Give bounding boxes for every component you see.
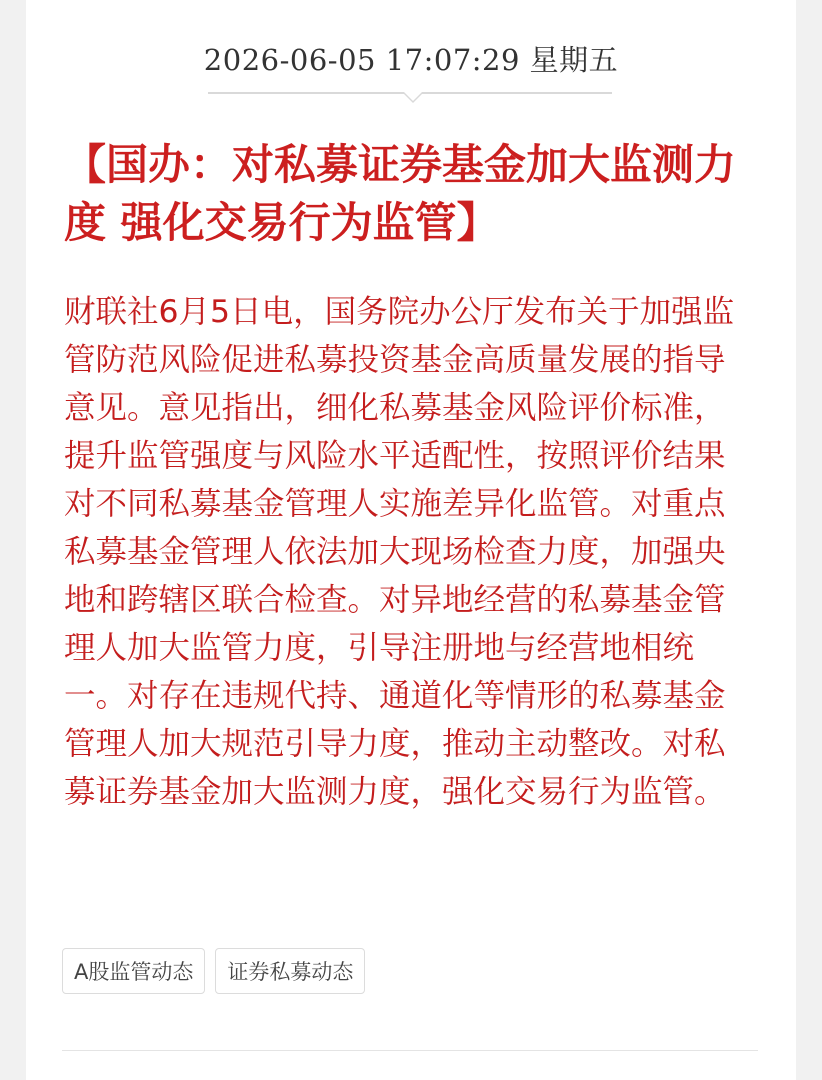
article-body: 财联社6月5日电，国务院办公厅发布关于加强监管防范风险促进私募投资基金高质量发展的指导意见。意见指出，细化私募基金风险评价标准，提升监管强度与风险水平适配性，按照评价结果对不同私募基金管理人实施差异化监管。对重点私募基金管理人依法加大现场检查力度，加强央地和跨辖区联合检查。对异地经营的私募基金管理人加大监管力度，引导注册地与经营地相统一。对存在违规代持、通道化等情形的私募基金管理人加大规范引导力度，推动主动整改。对私募证券基金加大监测力度，强化交易行为监管。	[64, 294, 735, 810]
article-headline: 【国办：对私募证券基金加大监测力度 强化交易行为监管】	[64, 140, 737, 247]
tag-a-share-regulation[interactable]: A股监管动态	[62, 948, 205, 994]
datetime-divider	[208, 92, 612, 106]
divider-notch-inner	[404, 92, 422, 101]
tag-securities-private-fund[interactable]: 证券私募动态	[215, 948, 365, 994]
publish-datetime: 2026-06-05 17:07:29 星期五	[203, 43, 619, 77]
tag-list	[62, 948, 365, 994]
bottom-divider	[62, 1050, 758, 1051]
